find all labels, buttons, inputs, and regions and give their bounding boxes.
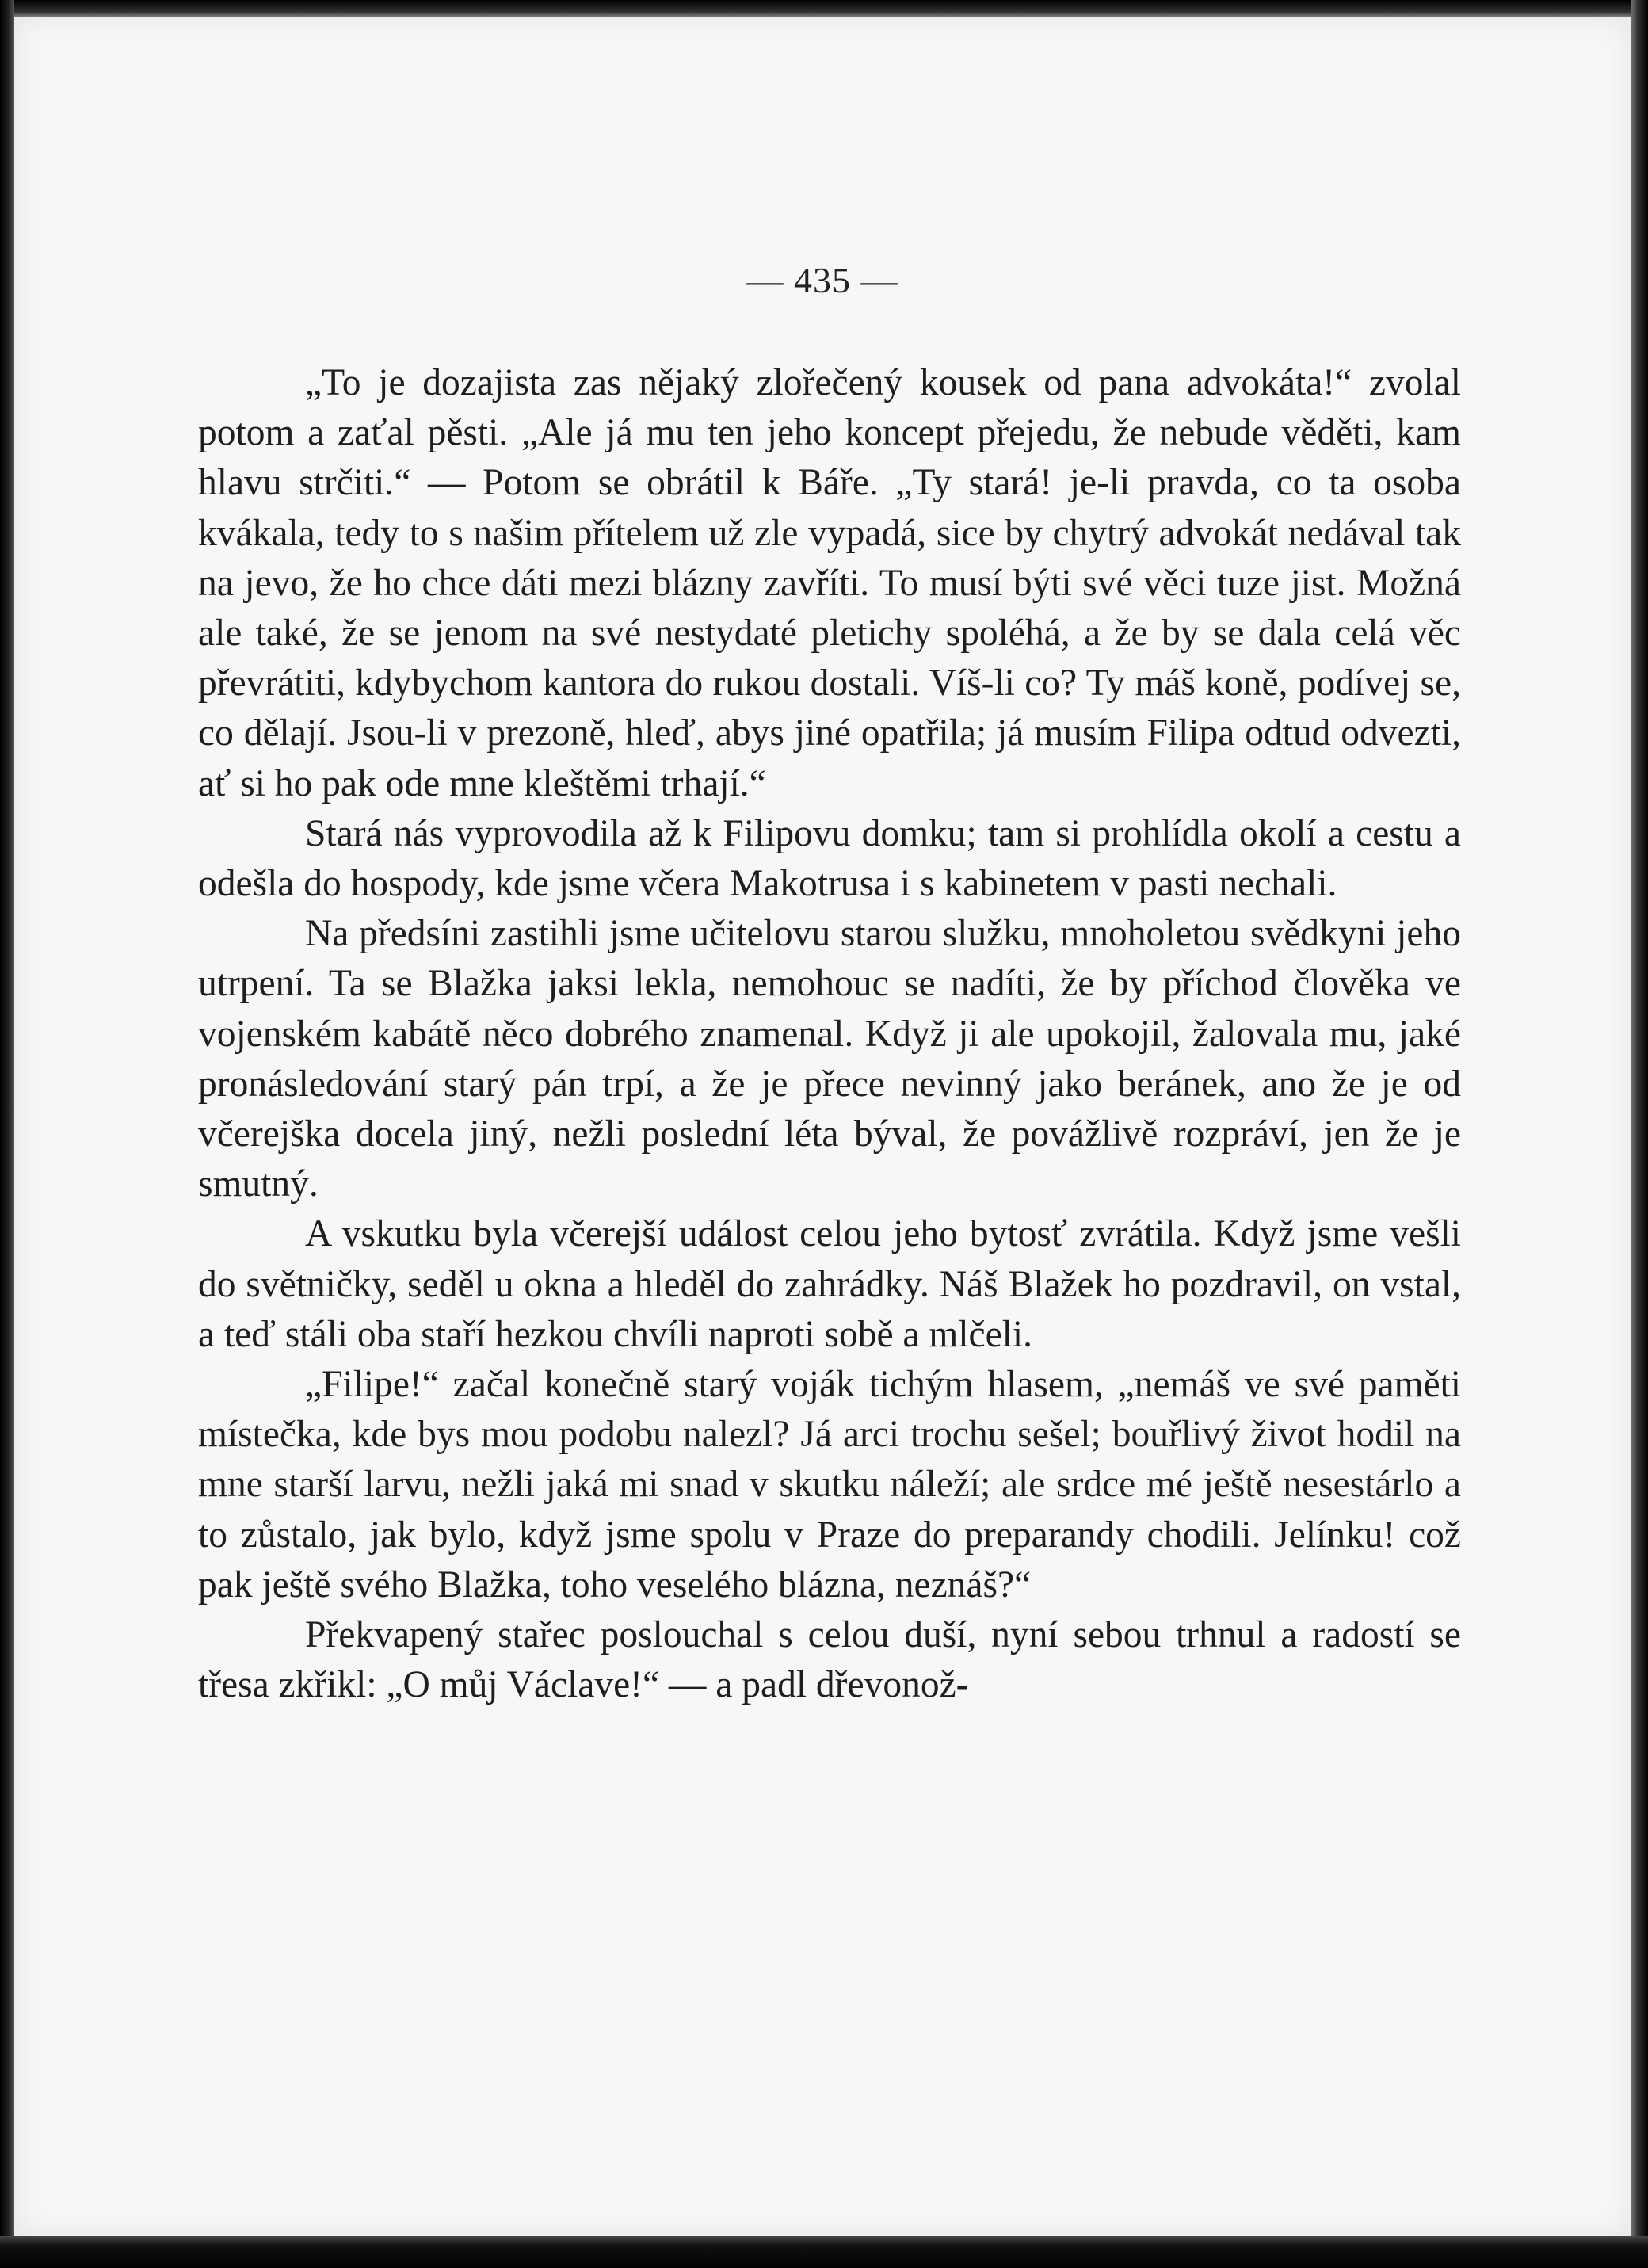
scan-bottom-edge <box>0 2236 1648 2268</box>
paragraph-4: A vskutku byla včerejší událost celou jeho bytosť zvrátila. Když jsme vešli do světničky, seděl u okna a hleděl do zahrádky. Náš Blažek ho pozdravil, on vstal, a teď stáli oba staří hezkou chvíli naproti sobě a mlčeli. <box>198 1213 1461 1355</box>
paragraph-3: Na předsíni zastihli jsme učitelovu starou služku, mnoholetou svědkyni jeho utrpení. Ta se Blažka jaksi lekla, nemohouc se nadíti, že by příchod člověka ve vojenském kabátě něco dobrého znamenal. Když ji ale upokojil, žalovala mu, jaké pronásledování starý pán trpí, a že je přece nevinný jako beránek, ano že je od včerejška docela jiný, nežli poslední léta býval, že povážlivě rozpráví, jen že je smutný. <box>198 913 1461 1205</box>
scan-right-edge <box>1631 0 1648 2268</box>
paragraph-5: „Filipe!“ začal konečně starý voják tichým hlasem, „nemáš ve své paměti místečka, kde bys mou podobu nalezl? Já arci trochu sešel; bouřlivý život hodil na mne starší larvu, nežli jaká mi snad v skutku náleží; ale srdce mé ještě nesestárlo a to zůstalo, jak bylo, když jsme spolu v Praze do preparandy chodili. Jelínku! což pak ještě svého Blažka, toho veselého blázna, neznáš?“ <box>198 1364 1461 1606</box>
body-text <box>198 358 1461 1710</box>
book-page <box>14 17 1631 2236</box>
paragraph-6: Překvapený stařec poslouchal s celou duší, nyní sebou trhnul a radostí se třesa zkřikl: „O můj Václave!“ — a padl dřevonož- <box>198 1614 1461 1706</box>
paragraph-2: Stará nás vyprovodila až k Filipovu domku; tam si prohlídla okolí a cestu a odešla do hospody, kde jsme včera Makotrusa i s kabinetem v pasti nechali. <box>198 812 1461 905</box>
scan-left-edge <box>0 0 14 2268</box>
paragraph-1: „To je dozajista zas nějaký zlořečený kousek od pana advokáta!“ zvolal potom a zaťal pěsti. „Ale já mu ten jeho koncept přejedu, že nebude věděti, kam hlavu strčiti.“ — Potom se obrátil k Báře. „Ty stará! je-li pravda, co ta osoba kvákala, tedy to s našim přítelem už zle vypadá, sice by chytrý advokát nedával tak na jevo, že ho chce dáti mezi blázny zavříti. To musí býti své věci tuze jist. Možná ale také, že se jenom na své nestydaté pletichy spoléhá, a že by se dala celá věc převrátiti, kdybychom kantora do rukou dostali. Víš-li co? Ty máš koně, podívej se, co dělají. Jsou-li v prezoně, hleď, abys jiné opatřila; já musím Filipa odtud odvezti, ať si ho pak ode mne kleštěmi trhají.“ <box>198 362 1461 804</box>
scan-top-edge <box>0 0 1648 17</box>
page-number: — 435 — <box>746 260 898 300</box>
